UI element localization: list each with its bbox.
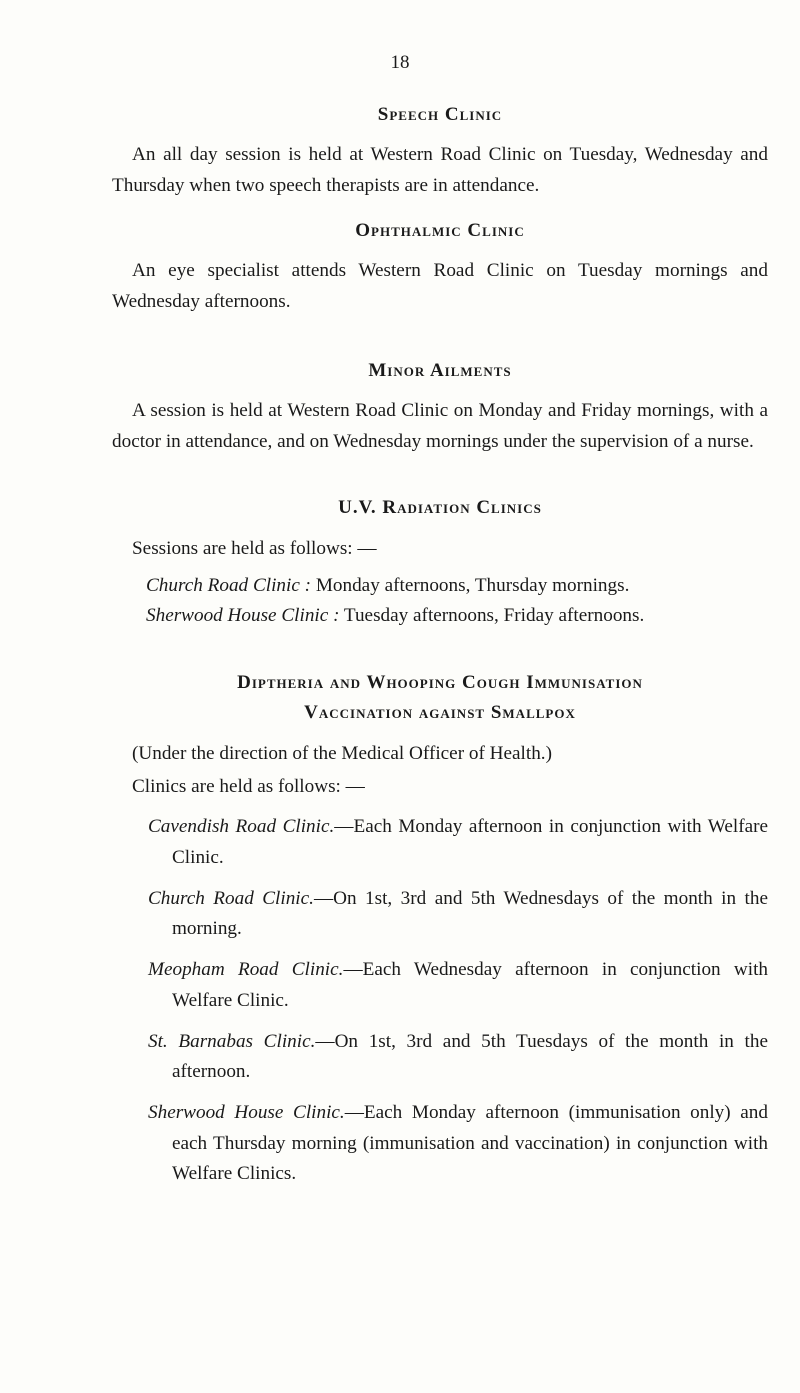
uv-item	[112, 601, 768, 632]
ophthalmic-clinic-section	[112, 216, 768, 318]
immunisation-item	[112, 812, 768, 873]
immunisation-item	[112, 955, 768, 1016]
immunisation-item	[112, 1098, 768, 1190]
immunisation-intro: Clinics are held as follows: —	[132, 775, 365, 797]
immunisation-item	[112, 884, 768, 945]
immunisation-item-text: —On 1st, 3rd and 5th Wednesdays of the month in the morning.	[172, 887, 768, 940]
immunisation-note: (Under the direction of the Medical Officer of Health.)	[132, 742, 552, 764]
immunisation-item-name: Sherwood House Clinic.	[148, 1102, 345, 1123]
page-number: 18	[390, 52, 410, 73]
immunisation-item-text: —Each Wednesday afternoon in conjunction with Welfare Clinic.	[172, 959, 768, 1011]
ophthalmic-clinic-heading: Ophthalmic Clinic	[355, 219, 525, 241]
uv-item-text: Monday afternoons, Thursday mornings.	[311, 574, 630, 596]
immunisation-section	[112, 668, 768, 1190]
uv-item-text: Tuesday afternoons, Friday afternoons.	[339, 605, 645, 627]
uv-item-name: Church Road Clinic :	[146, 574, 312, 596]
immunisation-heading: Diptheria and Whooping Cough Immunisation	[237, 672, 643, 694]
uv-item	[112, 571, 768, 602]
immunisation-item-name: Cavendish Road Clinic.	[148, 816, 335, 838]
uv-radiation-heading: U.V. Radiation Clinics	[338, 497, 542, 519]
uv-intro: Sessions are held as follows: —	[132, 537, 377, 559]
immunisation-item-text: —Each Monday afternoon in conjunction with Welfare Clinic.	[172, 816, 769, 868]
minor-ailments-section	[112, 356, 768, 458]
immunisation-item-text: —On 1st, 3rd and 5th Tuesdays of the month in the afternoon.	[172, 1030, 768, 1083]
speech-clinic-section	[112, 100, 768, 202]
immunisation-item	[112, 1027, 768, 1088]
uv-item-name: Sherwood House Clinic :	[146, 605, 340, 627]
uv-radiation-section	[112, 493, 768, 632]
immunisation-item-name: St. Barnabas Clinic.	[148, 1030, 316, 1052]
minor-ailments-heading: Minor Ailments	[368, 359, 512, 381]
speech-clinic-text: An all day session is held at Western Road Clinic on Tuesday, Wednesday and Thursday when two speech therapists are in attendance.	[112, 144, 768, 197]
immunisation-item-text: —Each Monday afternoon (immunisation only) and each Thursday morning (immunisation and vaccination) in conjunction with Welfare Clinics.	[172, 1102, 768, 1185]
immunisation-item-name: Church Road Clinic.	[148, 887, 314, 909]
speech-clinic-heading: Speech Clinic	[377, 104, 503, 125]
vaccination-heading: Vaccination against Smallpox	[304, 702, 576, 724]
page-content	[112, 100, 768, 1190]
minor-ailments-text: A session is held at Western Road Clinic on Monday and Friday mornings, with a doctor in attendance, and on Wednesday mornings under the supervision of a nurse.	[112, 400, 768, 452]
immunisation-item-name: Meopham Road Clinic.	[148, 959, 344, 981]
ophthalmic-clinic-text: An eye specialist attends Western Road Clinic on Tuesday mornings and Wednesday afternoons.	[112, 260, 768, 312]
